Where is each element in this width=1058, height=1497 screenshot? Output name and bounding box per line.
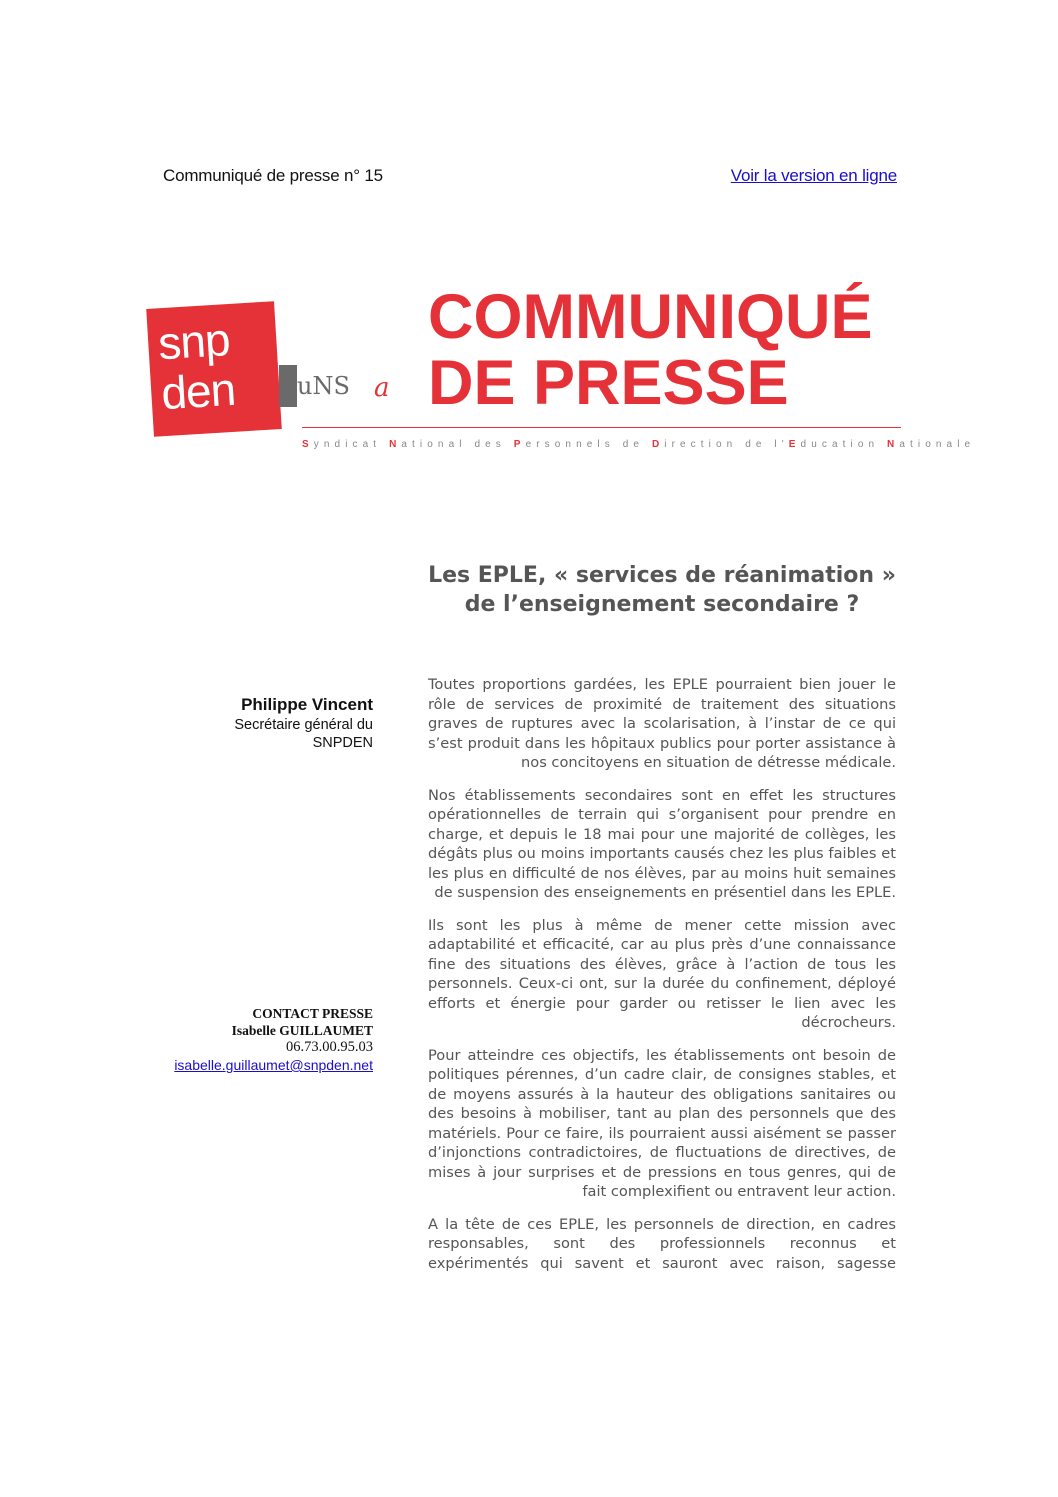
paragraph: Pour atteindre ces objectifs, les établissements ont besoin de politiques pérennes, d’un cadre clair, de consignes stables, et de moyens assurés à la hauteur des obligations sanitaires ou des besoins à mobiliser, tant au plan des personnels que des matériels. Pour ce faire, ils pourraient aussi aisément se passer d’injonctions contradictoires, de fluctuations de directives, de mises à jour surprises et de pressions en tous genres, qui de fait complexifient ou entravent leur action. (428, 1046, 896, 1200)
author-role-line-1: Secrétaire général du (234, 717, 373, 733)
unsa-logo-bar (279, 365, 297, 407)
snpden-logo (146, 301, 282, 437)
author-role-line-2: SNPDEN (312, 735, 373, 751)
release-number: Communiqué de presse n° 15 (163, 166, 383, 185)
article-title: Les EPLE, « services de réanimation » de l’enseignement secondaire ? (428, 563, 896, 617)
author-name: Philippe Vincent (241, 695, 373, 714)
logo-line-2: den (159, 362, 237, 420)
author-block (234, 694, 373, 752)
contact-heading: CONTACT PRESSE (252, 1006, 373, 1021)
paragraph: Toutes proportions gardées, les EPLE pourraient bien jouer le rôle de services de proximité de traitement des situations graves de ruptures avec la scolarisation, à l’instar de ce qui s’est produit dans les hôpitaux publics pour porter assistance à nos concitoyens en situation de détresse médicale. (428, 676, 896, 771)
contact-email-link[interactable]: isabelle.guillaumet@snpden.net (174, 1057, 373, 1073)
masthead-tagline: Syndicat National des Personnels de Direction de l'Education Nationale (302, 439, 976, 450)
masthead-divider (302, 427, 901, 428)
paragraph: Ils sont les plus à même de mener cette mission avec adaptabilité et efficacité, car au plus près d’une connaissance fine des situations des élèves, grâce à l’action de tous les personnels. Ceux-ci ont, sur la durée du confinement, déployé efforts et énergie pour garder ou retisser le lien avec les décrocheurs. (428, 916, 896, 1031)
unsa-logo-text: uNS (297, 372, 350, 400)
masthead-title (428, 284, 872, 416)
unsa-logo (297, 365, 375, 407)
article-body (428, 675, 896, 1286)
press-contact (174, 1005, 373, 1074)
masthead-line-2: DE PRESSE (428, 348, 789, 418)
logo-line-1: snp (156, 313, 231, 370)
paragraph: A la tête de ces EPLE, les personnels de direction, en cadres responsables, sont des professionnels reconnus et expérimentés qui savent et sauront avec raison, sagesse (428, 1215, 896, 1272)
paragraph: Nos établissements secondaires sont en effet les structures opérationnelles de terrain qui s’organisent pour prendre en charge, et depuis le 18 mai pour une majorité de collèges, les dégâts plus ou moins importants causés chez les plus faibles et les plus en difficulté de nos élèves, par au moins huit semaines de suspension des enseignements en présentiel dans les EPLE. (428, 786, 896, 901)
unsa-logo-a: a (374, 373, 390, 403)
contact-name: Isabelle GUILLAUMET (231, 1023, 373, 1038)
online-version-link[interactable]: Voir la version en ligne (730, 166, 897, 185)
contact-phone: 06.73.00.95.03 (286, 1039, 373, 1055)
masthead-line-1: COMMUNIQUÉ (428, 282, 873, 352)
